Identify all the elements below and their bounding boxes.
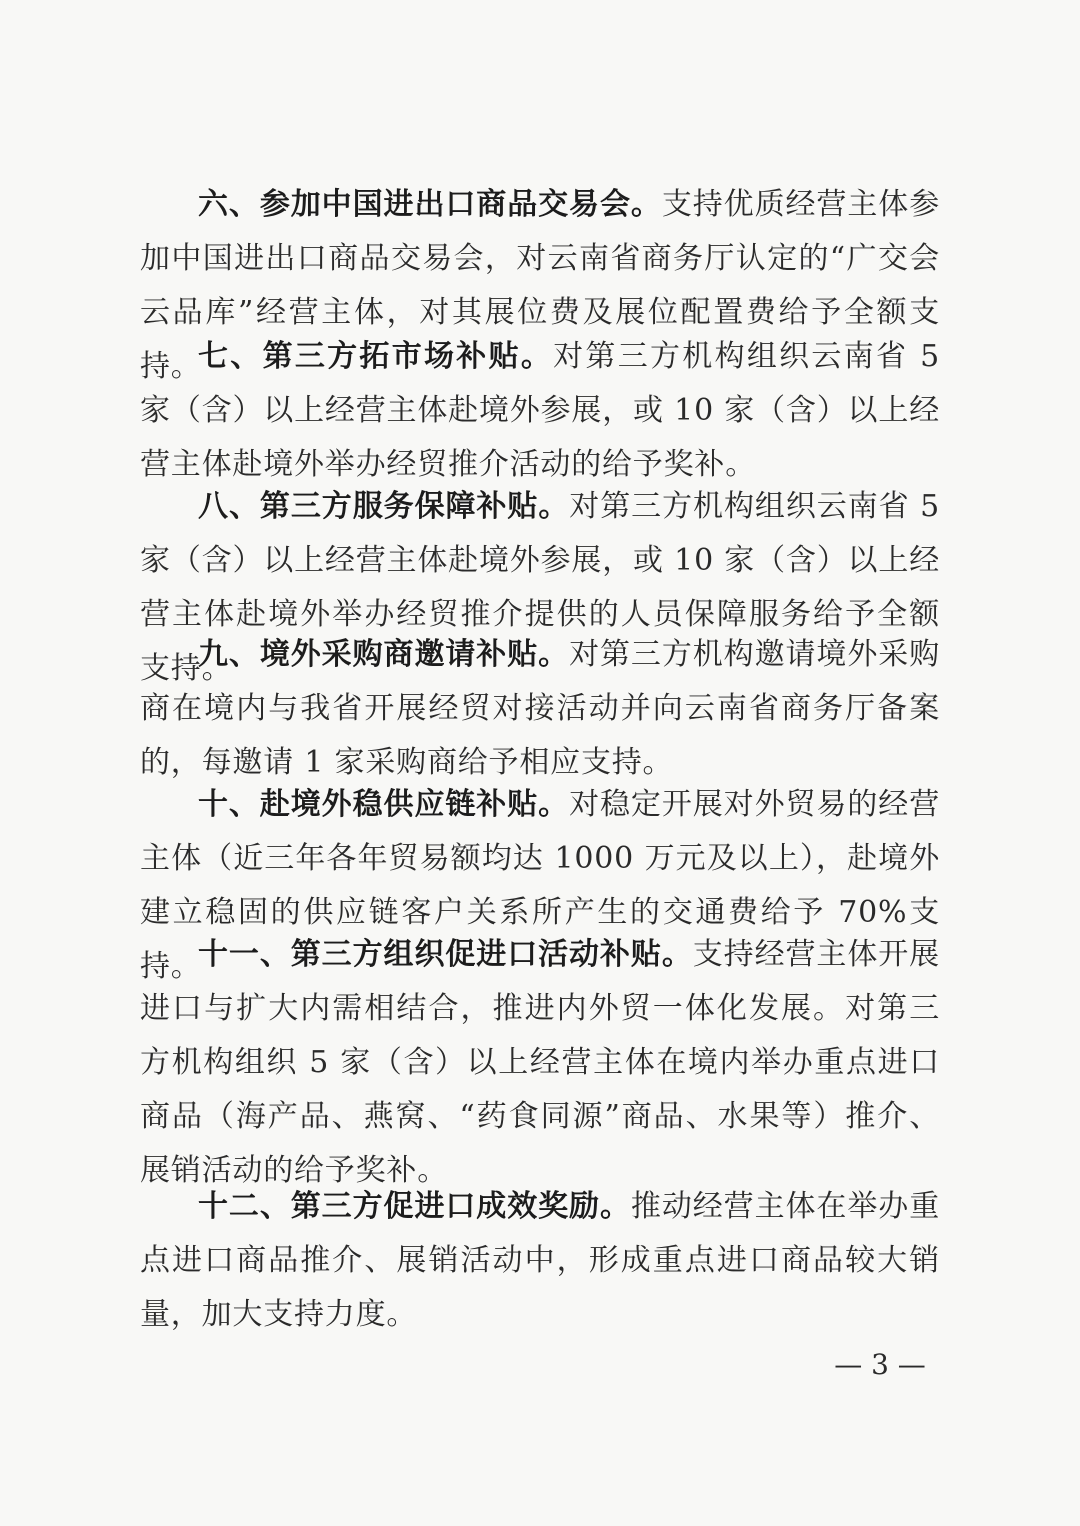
paragraph-10-heading: 十、赴境外稳供应链补贴。	[198, 787, 570, 822]
paragraph-8-body: 对第三方机构组织云南省 5 家（含）以上经营主体赴境外参展，或 10 家（含）以上经营主体赴境外举办经贸推介提供的人员保障服务给予全额支持。	[140, 489, 940, 686]
paragraph-7	[140, 330, 940, 492]
paragraph-8-heading: 八、第三方服务保障补贴。	[198, 489, 570, 524]
paragraph-11	[140, 928, 940, 1198]
page-number: — 3 —	[834, 1348, 926, 1381]
paragraph-12-body: 推动经营主体在举办重点进口商品推介、展销活动中，形成重点进口商品较大销量，加大支持力度。	[140, 1189, 941, 1332]
paragraph-9-heading: 九、境外采购商邀请补贴。	[198, 637, 570, 672]
paragraph-10-body: 对稳定开展对外贸易的经营主体（近三年各年贸易额均达 1000 万元及以上），赴境外建立稳固的供应链客户关系所产生的交通费给予 70%支持。	[140, 787, 940, 984]
paragraph-11-heading: 十一、第三方组织促进口活动补贴。	[198, 937, 693, 972]
paragraph-6-body: 支持优质经营主体参加中国进出口商品交易会，对云南省商务厅认定的“广交会云品库”经营主体，对其展位费及展位配置费给予全额支持。	[140, 187, 941, 384]
paragraph-12-heading: 十二、第三方促进口成效奖励。	[198, 1189, 631, 1224]
paragraph-9	[140, 628, 940, 790]
paragraph-12	[140, 1180, 940, 1342]
paragraph-7-heading: 七、第三方拓市场补贴。	[198, 339, 554, 374]
paragraph-7-body: 对第三方机构组织云南省 5 家（含）以上经营主体赴境外参展，或 10 家（含）以上经营主体赴境外举办经贸推介活动的给予奖补。	[140, 339, 940, 482]
paragraph-11-body: 支持经营主体开展进口与扩大内需相结合，推进内外贸一体化发展。对第三方机构组织 5 家（含）以上经营主体在境内举办重点进口商品（海产品、燕窝、“药食同源”商品、水果等）推介、展销活动的给予奖补。	[140, 937, 940, 1188]
paragraph-6-heading: 六、参加中国进出口商品交易会。	[198, 187, 662, 222]
paragraph-9-body: 对第三方机构邀请境外采购商在境内与我省开展经贸对接活动并向云南省商务厅备案的，每邀请 1 家采购商给予相应支持。	[140, 637, 940, 780]
